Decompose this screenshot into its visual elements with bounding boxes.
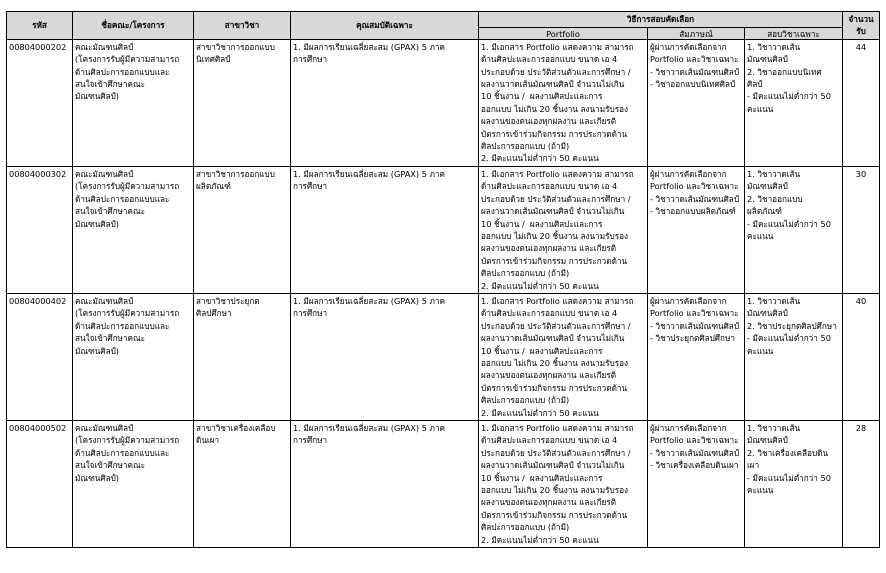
- cell-portfolio-line: ประกอบด้วย ประวัติส่วนตัวและการศึกษา /: [481, 320, 631, 331]
- cell-interview: [648, 39, 745, 166]
- header-interview: สัมภาษณ์: [648, 28, 745, 40]
- cell-portfolio-line: ผลงานวาดเส้นมัณฑนศิลป์ จำนวนไม่เกิน: [481, 206, 625, 217]
- cell-portfolio-line: ผลงานวาดเส้นมัณฑนศิลป์ จำนวนไม่เกิน: [481, 333, 625, 344]
- cell-exam: [745, 166, 843, 293]
- cell-major-line: ศิลปศึกษา: [196, 308, 232, 319]
- cell-qualifications-line: 1. มีผลการเรียนเฉลี่ยสะสม (GPAX) 5 ภาค: [293, 423, 445, 433]
- cell-qualifications: [291, 166, 479, 293]
- cell-faculty-line: (โครงการรับผู้มีความสามารถ: [75, 181, 180, 192]
- cell-exam-line: - มีคะแนนไม่ต่ำกว่า 50: [747, 91, 831, 102]
- cell-quota: 28: [843, 421, 880, 548]
- cell-major-line: สาขาวิชาประยุกต: [196, 295, 260, 306]
- cell-exam-line: คะแนน: [747, 103, 774, 114]
- cell-major-line: นิเทศศิลป์: [196, 54, 231, 65]
- cell-portfolio-line: 10 ชิ้นงาน / ผลงานศิลปะและการ: [481, 218, 603, 229]
- cell-exam: [745, 39, 843, 166]
- cell-portfolio-line: ศิลปะการออกแบบ (ถ้ามี): [481, 395, 570, 406]
- cell-portfolio-line: ด้านศิลปะและการออกแบบ ขนาด เอ 4: [481, 308, 618, 319]
- cell-faculty: [73, 166, 194, 293]
- cell-portfolio-line: ศิลปะการออกแบบ (ถ้ามี): [481, 522, 570, 533]
- cell-qualifications-line: การศึกษา: [293, 435, 328, 446]
- cell-portfolio-line: ประกอบด้วย ประวัติส่วนตัวและการศึกษา /: [481, 193, 631, 204]
- cell-faculty-line: คณะมัณฑนศิลป์: [75, 423, 134, 433]
- cell-faculty-line: (โครงการรับผู้มีความสามารถ: [75, 54, 180, 65]
- cell-faculty: [73, 293, 194, 420]
- cell-interview-line: ผู้ผ่านการคัดเลือกจาก: [650, 168, 727, 179]
- cell-interview: [648, 421, 745, 548]
- cell-faculty-line: (โครงการรับผู้มีความสามารถ: [75, 308, 180, 319]
- table-row: [7, 293, 880, 420]
- cell-interview-line: Portfolio และวิชาเฉพาะ: [650, 435, 739, 446]
- cell-exam-line: - มีคะแนนไม่ต่ำกว่า 50: [747, 472, 831, 483]
- cell-exam-line: มัณฑนศิลป์: [747, 181, 788, 192]
- cell-portfolio-line: 2. มีคะแนนไม่ต่ำกว่า 50 คะแนน: [481, 280, 599, 291]
- cell-portfolio: [479, 39, 648, 166]
- cell-major: [194, 421, 291, 548]
- cell-faculty: [73, 421, 194, 548]
- cell-qualifications: [291, 421, 479, 548]
- cell-major-line: สาขาวิชาการออกแบบ: [196, 41, 275, 52]
- cell-exam: [745, 293, 843, 420]
- cell-portfolio-line: ออกแบบ ไม่เกิน 20 ชิ้นงาน ลงนามรับรอง: [481, 103, 629, 114]
- cell-interview-line: Portfolio และวิชาเฉพาะ: [650, 308, 739, 319]
- table-row: [7, 39, 880, 166]
- cell-exam-line: 2. วิชาออกแบบ: [747, 193, 803, 204]
- cell-interview-line: ผู้ผ่านการคัดเลือกจาก: [650, 295, 727, 306]
- cell-exam-line: คะแนน: [747, 230, 774, 241]
- cell-faculty-line: มัณฑนศิลป์): [75, 218, 119, 229]
- cell-faculty-line: ด้านศิลปะการออกแบบและ: [75, 193, 170, 204]
- cell-faculty-line: คณะมัณฑนศิลป์: [75, 168, 134, 179]
- cell-portfolio-line: ประกอบด้วย ประวัติส่วนตัวและการศึกษา /: [481, 447, 631, 458]
- cell-portfolio-line: 1. มีเอกสาร Portfolio แสดงความ สามารถ: [481, 423, 634, 433]
- cell-interview-line: - วิชาวาดเส้นมัณฑนศิลป์: [650, 447, 740, 458]
- header-qualifications: คุณสมบัติเฉพาะ: [291, 12, 479, 40]
- cell-portfolio: [479, 421, 648, 548]
- cell-faculty-line: สนใจเข้าศึกษาคณะ: [75, 206, 146, 217]
- cell-code: 00804000302: [7, 166, 73, 293]
- cell-portfolio-line: 10 ชิ้นงาน / ผลงานศิลปะและการ: [481, 91, 603, 102]
- cell-faculty-line: สนใจเข้าศึกษาคณะ: [75, 79, 146, 90]
- cell-portfolio-line: ออกแบบ ไม่เกิน 20 ชิ้นงาน ลงนามรับรอง: [481, 485, 629, 496]
- cell-portfolio-line: ด้านศิลปะและการออกแบบ ขนาด เอ 4: [481, 435, 618, 446]
- cell-portfolio: [479, 166, 648, 293]
- cell-faculty-line: สนใจเข้าศึกษาคณะ: [75, 333, 146, 344]
- cell-faculty-line: ด้านศิลปะการออกแบบและ: [75, 320, 170, 331]
- cell-portfolio-line: 2. มีคะแนนไม่ต่ำกว่า 50 คะแนน: [481, 407, 599, 418]
- header-exam: สอบวิชาเฉพาะ: [745, 28, 843, 40]
- header-faculty: ชื่อคณะ/โครงการ: [73, 12, 194, 40]
- cell-exam-line: 1. วิชาวาดเส้น: [747, 168, 801, 179]
- cell-exam-line: - มีคะแนนไม่ต่ำกว่า 50: [747, 333, 831, 344]
- cell-interview-line: Portfolio และวิชาเฉพาะ: [650, 181, 739, 192]
- cell-portfolio-line: ออกแบบ ไม่เกิน 20 ชิ้นงาน ลงนามรับรอง: [481, 230, 629, 241]
- cell-interview-line: - วิชาวาดเส้นมัณฑนศิลป์: [650, 193, 740, 204]
- cell-exam-line: คะแนน: [747, 345, 774, 356]
- cell-major: [194, 39, 291, 166]
- cell-qualifications-line: 1. มีผลการเรียนเฉลี่ยสะสม (GPAX) 5 ภาค: [293, 168, 445, 179]
- cell-portfolio-line: ผลงานของตนเองทุกผลงาน และเกียรติ: [481, 497, 617, 508]
- cell-exam-line: 2. วิชาออกแบบนิเทศ: [747, 66, 822, 77]
- cell-exam-line: 2. วิชาประยุกตศิลปศึกษา: [747, 320, 837, 331]
- cell-qualifications-line: 1. มีผลการเรียนเฉลี่ยสะสม (GPAX) 5 ภาค: [293, 295, 445, 306]
- cell-qualifications-line: การศึกษา: [293, 181, 328, 192]
- cell-exam-line: 2. วิชาเครื่องเคลือบดิน: [747, 447, 829, 458]
- cell-portfolio-line: 10 ชิ้นงาน / ผลงานศิลปะและการ: [481, 345, 603, 356]
- cell-faculty-line: ด้านศิลปะการออกแบบและ: [75, 66, 170, 77]
- header-selection: วิธีการสอบคัดเลือก: [479, 12, 843, 28]
- cell-portfolio-line: 1. มีเอกสาร Portfolio แสดงความ สามารถ: [481, 41, 634, 52]
- cell-interview-line: - วิชาเครื่องเคลือบดินเผา: [650, 460, 739, 471]
- cell-exam-line: 1. วิชาวาดเส้น: [747, 41, 801, 52]
- cell-exam-line: 1. วิชาวาดเส้น: [747, 295, 801, 306]
- table-row: [7, 421, 880, 548]
- cell-exam-line: มัณฑนศิลป์: [747, 308, 788, 319]
- cell-portfolio-line: ด้านศิลปะและการออกแบบ ขนาด เอ 4: [481, 54, 618, 65]
- cell-portfolio-line: ผลงานวาดเส้นมัณฑนศิลป์ จำนวนไม่เกิน: [481, 460, 625, 471]
- cell-major-line: สาขาวิชาเครื่องเคลือบ: [196, 423, 276, 433]
- cell-faculty: [73, 39, 194, 166]
- cell-portfolio-line: ประกอบด้วย ประวัติส่วนตัวและการศึกษา /: [481, 66, 631, 77]
- cell-interview-line: - วิชาวาดเส้นมัณฑนศิลป์: [650, 320, 740, 331]
- cell-exam-line: เผา: [747, 460, 760, 471]
- cell-portfolio-line: บัตรการเข้าร่วมกิจกรรม การประกวดด้าน: [481, 382, 628, 393]
- cell-portfolio-line: 2. มีคะแนนไม่ต่ำกว่า 50 คะแนน: [481, 534, 599, 545]
- cell-exam: [745, 421, 843, 548]
- cell-exam-line: ศิลป์: [747, 79, 763, 90]
- cell-portfolio-line: 1. มีเอกสาร Portfolio แสดงความ สามารถ: [481, 295, 634, 306]
- table-body: [7, 39, 880, 547]
- header-quota: จำนวนรับ: [843, 12, 880, 40]
- cell-portfolio-line: ผลงานของตนเองทุกผลงาน และเกียรติ: [481, 116, 617, 127]
- cell-interview: [648, 293, 745, 420]
- cell-portfolio-line: ด้านศิลปะและการออกแบบ ขนาด เอ 4: [481, 181, 618, 192]
- cell-portfolio-line: ออกแบบ ไม่เกิน 20 ชิ้นงาน ลงนามรับรอง: [481, 357, 629, 368]
- cell-faculty-line: มัณฑนศิลป์): [75, 91, 119, 102]
- header-portfolio: Portfolio: [479, 28, 648, 40]
- cell-portfolio-line: บัตรการเข้าร่วมกิจกรรม การประกวดด้าน: [481, 509, 628, 520]
- cell-portfolio-line: ศิลปะการออกแบบ (ถ้ามี): [481, 268, 570, 279]
- cell-portfolio: [479, 293, 648, 420]
- cell-faculty-line: คณะมัณฑนศิลป์: [75, 295, 134, 306]
- cell-portfolio-line: ผลงานของตนเองทุกผลงาน และเกียรติ: [481, 370, 617, 381]
- cell-faculty-line: สนใจเข้าศึกษาคณะ: [75, 460, 146, 471]
- header-major: สาขาวิชา: [194, 12, 291, 40]
- cell-qualifications: [291, 293, 479, 420]
- cell-major-line: ผลิตภัณฑ์: [196, 181, 231, 192]
- cell-exam-line: มัณฑนศิลป์: [747, 54, 788, 65]
- cell-major-line: สาขาวิชาการออกแบบ: [196, 168, 275, 179]
- cell-exam-line: 1. วิชาวาดเส้น: [747, 423, 801, 433]
- cell-major: [194, 166, 291, 293]
- cell-portfolio-line: บัตรการเข้าร่วมกิจกรรม การประกวดด้าน: [481, 128, 628, 139]
- cell-qualifications: [291, 39, 479, 166]
- cell-faculty-line: (โครงการรับผู้มีความสามารถ: [75, 435, 180, 446]
- cell-interview-line: - วิชาออกแบบผลิตภัณฑ์: [650, 206, 736, 217]
- cell-portfolio-line: 10 ชิ้นงาน / ผลงานศิลปะและการ: [481, 472, 603, 483]
- header-code: รหัส: [7, 12, 73, 40]
- cell-faculty-line: ด้านศิลปะการออกแบบและ: [75, 447, 170, 458]
- cell-major: [194, 293, 291, 420]
- cell-qualifications-line: การศึกษา: [293, 54, 328, 65]
- cell-quota: 44: [843, 39, 880, 166]
- cell-interview-line: Portfolio และวิชาเฉพาะ: [650, 54, 739, 65]
- cell-quota: 30: [843, 166, 880, 293]
- cell-exam-line: ผลิตภัณฑ์: [747, 206, 782, 217]
- cell-faculty-line: มัณฑนศิลป์): [75, 472, 119, 483]
- cell-portfolio-line: ผลงานของตนเองทุกผลงาน และเกียรติ: [481, 243, 617, 254]
- cell-code: 00804000502: [7, 421, 73, 548]
- cell-interview-line: - วิชาวาดเส้นมัณฑนศิลป์: [650, 66, 740, 77]
- admission-table: [6, 11, 880, 548]
- cell-code: 00804000202: [7, 39, 73, 166]
- cell-portfolio-line: ศิลปะการออกแบบ (ถ้ามี): [481, 141, 570, 152]
- cell-interview-line: - วิชาออกแบบนิเทศศิลป์: [650, 79, 736, 90]
- cell-exam-line: คะแนน: [747, 485, 774, 496]
- cell-exam-line: มัณฑนศิลป์: [747, 435, 788, 446]
- cell-qualifications-line: 1. มีผลการเรียนเฉลี่ยสะสม (GPAX) 5 ภาค: [293, 41, 445, 52]
- table-row: [7, 166, 880, 293]
- cell-portfolio-line: บัตรการเข้าร่วมกิจกรรม การประกวดด้าน: [481, 255, 628, 266]
- cell-portfolio-line: ผลงานวาดเส้นมัณฑนศิลป์ จำนวนไม่เกิน: [481, 79, 625, 90]
- cell-qualifications-line: การศึกษา: [293, 308, 328, 319]
- cell-interview-line: ผู้ผ่านการคัดเลือกจาก: [650, 41, 727, 52]
- cell-interview-line: - วิชาประยุกตศิลปศึกษา: [650, 333, 735, 344]
- cell-quota: 40: [843, 293, 880, 420]
- cell-exam-line: - มีคะแนนไม่ต่ำกว่า 50: [747, 218, 831, 229]
- cell-faculty-line: มัณฑนศิลป์): [75, 345, 119, 356]
- cell-interview: [648, 166, 745, 293]
- cell-code: 00804000402: [7, 293, 73, 420]
- cell-major-line: ดินเผา: [196, 435, 220, 446]
- cell-interview-line: ผู้ผ่านการคัดเลือกจาก: [650, 423, 727, 433]
- cell-portfolio-line: 2. มีคะแนนไม่ต่ำกว่า 50 คะแนน: [481, 153, 599, 164]
- cell-portfolio-line: 1. มีเอกสาร Portfolio แสดงความ สามารถ: [481, 168, 634, 179]
- cell-faculty-line: คณะมัณฑนศิลป์: [75, 41, 134, 52]
